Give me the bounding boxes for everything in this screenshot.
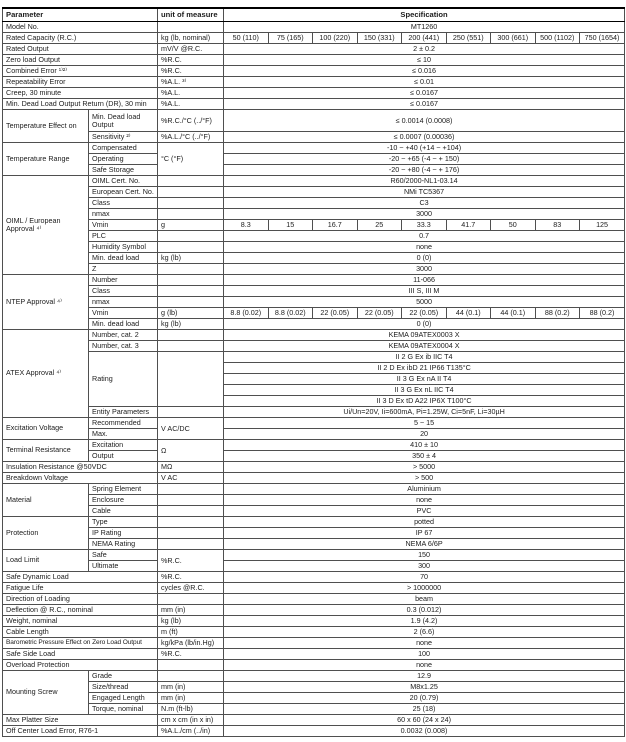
sub-param-cell: Min. dead load xyxy=(89,253,158,264)
group-label-cell: NTEP Approval ⁴⁾ xyxy=(3,275,89,330)
unit-cell xyxy=(158,671,224,682)
sub-param-cell: Size/thread xyxy=(89,682,158,693)
table-row xyxy=(3,726,625,737)
spec-cell: ≤ 0.0014 (0.0008) xyxy=(224,110,625,132)
table-row xyxy=(3,429,625,440)
spec-cell: 300 xyxy=(224,561,625,572)
spec-subcell: 22 (0.05) xyxy=(313,308,358,319)
sub-param-cell: Recommended xyxy=(89,418,158,429)
param-cell: Breakdown Voltage xyxy=(3,473,158,484)
spec-cell: IP 67 xyxy=(224,528,625,539)
table-row xyxy=(3,209,625,220)
table-row xyxy=(3,242,625,253)
sub-param-cell: Number xyxy=(89,275,158,286)
unit-cell: kg (lb, nominal) xyxy=(158,33,224,44)
unit-cell xyxy=(158,209,224,220)
spec-subcell: 8.8 (0.02) xyxy=(224,308,269,319)
sub-param-cell: Sensitivity ²⁾ xyxy=(89,132,158,143)
spec-subcell: 8.3 xyxy=(224,220,269,231)
spec-cell: -10 ~ +40 (+14 ~ +104) xyxy=(224,143,625,154)
group-label-cell: ATEX Approval ⁴⁾ xyxy=(3,330,89,418)
spec-cell: 0.3 (0.012) xyxy=(224,605,625,616)
group-label-cell: Temperature Range xyxy=(3,143,89,176)
unit-cell: g (lb) xyxy=(158,308,224,319)
unit-cell xyxy=(158,242,224,253)
table-row xyxy=(3,495,625,506)
spec-table xyxy=(2,7,625,737)
table-row xyxy=(3,198,625,209)
spec-cell: 25 (18) xyxy=(224,704,625,715)
table-row xyxy=(3,176,625,187)
sub-param-cell: Max. xyxy=(89,429,158,440)
param-cell: Deflection @ R.C., nominal xyxy=(3,605,158,616)
unit-cell: %R.C. xyxy=(158,55,224,66)
spec-cell: 3000 xyxy=(224,209,625,220)
spec-cell: C3 xyxy=(224,198,625,209)
spec-subcell: 750 (1654) xyxy=(580,33,625,44)
unit-cell: mm (in) xyxy=(158,693,224,704)
spec-cell: 60 x 60 (24 x 24) xyxy=(224,715,625,726)
spec-cell: 5 ~ 15 xyxy=(224,418,625,429)
sub-param-cell: Grade xyxy=(89,671,158,682)
sub-param-cell: IP Rating xyxy=(89,528,158,539)
sub-param-cell: European Cert. No. xyxy=(89,187,158,198)
spec-cell: 0.7 xyxy=(224,231,625,242)
table-row xyxy=(3,253,625,264)
param-cell: Min. Dead Load Output Return (DR), 30 min xyxy=(3,99,158,110)
table-header-row xyxy=(3,8,625,22)
spec-cell: NEMA 6/6P xyxy=(224,539,625,550)
table-row xyxy=(3,297,625,308)
unit-cell: V AC/DC xyxy=(158,418,224,440)
unit-cell: %R.C. xyxy=(158,572,224,583)
unit-cell xyxy=(158,297,224,308)
table-row xyxy=(3,704,625,715)
unit-cell xyxy=(158,341,224,352)
spec-cell: 3000 xyxy=(224,264,625,275)
table-row xyxy=(3,341,625,352)
unit-cell xyxy=(158,506,224,517)
table-row xyxy=(3,99,625,110)
param-cell: Cable Length xyxy=(3,627,158,638)
table-row xyxy=(3,682,625,693)
unit-cell: %A.L. ³⁾ xyxy=(158,77,224,88)
spec-cell: 0 (0) xyxy=(224,319,625,330)
table-row xyxy=(3,539,625,550)
spec-subcell: 150 (331) xyxy=(357,33,402,44)
table-row xyxy=(3,231,625,242)
unit-cell: kg/kPa (lb/in.Hg) xyxy=(158,638,224,649)
sub-param-cell: Ultimate xyxy=(89,561,158,572)
spec-subcell: 88 (0.2) xyxy=(580,308,625,319)
sub-param-cell: NEMA Rating xyxy=(89,539,158,550)
spec-cell: 20 (0.79) xyxy=(224,693,625,704)
spec-cell: R60/2000-NL1-03.14 xyxy=(224,176,625,187)
param-cell: Fatigue Life xyxy=(3,583,158,594)
unit-cell: kg (lb) xyxy=(158,616,224,627)
table-row xyxy=(3,187,625,198)
spec-cell: -20 ~ +65 (-4 ~ + 150) xyxy=(224,154,625,165)
table-row xyxy=(3,22,625,33)
table-row xyxy=(3,627,625,638)
sub-param-cell: Torque, nominal xyxy=(89,704,158,715)
param-cell: Rated Capacity (R.C.) xyxy=(3,33,158,44)
table-row xyxy=(3,319,625,330)
table-row xyxy=(3,517,625,528)
sub-param-cell: OIML Cert. No. xyxy=(89,176,158,187)
table-row xyxy=(3,66,625,77)
spec-cell: 1.9 (4.2) xyxy=(224,616,625,627)
spec-cell: none xyxy=(224,638,625,649)
spec-cell: M8x1.25 xyxy=(224,682,625,693)
param-cell: Max Platter Size xyxy=(3,715,158,726)
sub-param-cell: Compensated xyxy=(89,143,158,154)
spec-cell: II 2 G Ex ib IIC T4 xyxy=(224,352,625,363)
spec-subcell: 83 xyxy=(535,220,580,231)
group-label-cell: Mounting Screw xyxy=(3,671,89,715)
table-row xyxy=(3,165,625,176)
spec-cell: 0.0032 (0.008) xyxy=(224,726,625,737)
spec-subcell: 200 (441) xyxy=(402,33,447,44)
param-cell: Creep, 30 minute xyxy=(3,88,158,99)
unit-cell: %R.C. xyxy=(158,550,224,572)
param-cell: Model No. xyxy=(3,22,158,33)
table-row xyxy=(3,462,625,473)
unit-cell: g xyxy=(158,220,224,231)
unit-cell: %A.L./cm (../in) xyxy=(158,726,224,737)
sub-param-cell: Number, cat. 2 xyxy=(89,330,158,341)
unit-cell: mV/V @R.C. xyxy=(158,44,224,55)
spec-subcell: 75 (165) xyxy=(268,33,313,44)
spec-cell: KEMA 09ATEX0004 X xyxy=(224,341,625,352)
spec-subcell: 22 (0.05) xyxy=(357,308,402,319)
unit-cell xyxy=(158,330,224,341)
table-row xyxy=(3,77,625,88)
sub-param-cell: Number, cat. 3 xyxy=(89,341,158,352)
unit-cell: kg (lb) xyxy=(158,319,224,330)
unit-cell: %A.L. xyxy=(158,99,224,110)
unit-cell: cm x cm (in x in) xyxy=(158,715,224,726)
table-row xyxy=(3,308,625,319)
unit-cell xyxy=(158,660,224,671)
table-row xyxy=(3,715,625,726)
spec-cell: 350 ± 4 xyxy=(224,451,625,462)
param-cell: Direction of Loading xyxy=(3,594,158,605)
spec-cell: ≤ 0.016 xyxy=(224,66,625,77)
sub-param-cell: Min. Dead load Output xyxy=(89,110,158,132)
unit-cell xyxy=(158,484,224,495)
unit-cell: mm (in) xyxy=(158,682,224,693)
unit-cell xyxy=(158,352,224,407)
table-row xyxy=(3,550,625,561)
spec-cell: 100 xyxy=(224,649,625,660)
spec-subcell: 22 (0.05) xyxy=(402,308,447,319)
spec-cell: II 2 D Ex ibD 21 IP66 T135°C xyxy=(224,363,625,374)
sub-param-cell: Class xyxy=(89,286,158,297)
param-cell: Combined Error ¹⁾²⁾ xyxy=(3,66,158,77)
spec-cell: ≤ 10 xyxy=(224,55,625,66)
group-label-cell: Terminal Resistance xyxy=(3,440,89,462)
spec-cell: NMi TC5367 xyxy=(224,187,625,198)
spec-subcell: 15 xyxy=(268,220,313,231)
table-row xyxy=(3,407,625,418)
unit-cell xyxy=(158,594,224,605)
unit-cell xyxy=(158,264,224,275)
sub-param-cell: nmax xyxy=(89,209,158,220)
table-row xyxy=(3,638,625,649)
unit-cell: °C (°F) xyxy=(158,143,224,176)
header-parameter: Parameter xyxy=(3,8,158,22)
table-row xyxy=(3,616,625,627)
table-row xyxy=(3,484,625,495)
spec-cell: 0 (0) xyxy=(224,253,625,264)
table-row xyxy=(3,473,625,484)
sub-param-cell: Min. dead load xyxy=(89,319,158,330)
spec-subcell: 8.8 (0.02) xyxy=(268,308,313,319)
table-row xyxy=(3,572,625,583)
spec-cell: potted xyxy=(224,517,625,528)
unit-cell xyxy=(158,187,224,198)
spec-subcell: 125 xyxy=(580,220,625,231)
spec-cell: 5000 xyxy=(224,297,625,308)
table-row xyxy=(3,264,625,275)
group-label-cell: Load Limit xyxy=(3,550,89,572)
param-cell: Overload Protection xyxy=(3,660,158,671)
sub-param-cell: Type xyxy=(89,517,158,528)
spec-cell: ≤ 0.0007 (0.00036) xyxy=(224,132,625,143)
spec-cell: 2 (6.6) xyxy=(224,627,625,638)
sub-param-cell: Output xyxy=(89,451,158,462)
spec-cell: III S, III M xyxy=(224,286,625,297)
unit-cell: MΩ xyxy=(158,462,224,473)
spec-subcell: 250 (551) xyxy=(446,33,491,44)
spec-subcell: 100 (220) xyxy=(313,33,358,44)
spec-cell: II 3 G Ex nL IIC T4 xyxy=(224,385,625,396)
unit-cell: m (ft) xyxy=(158,627,224,638)
unit-cell: V AC xyxy=(158,473,224,484)
spec-cell: 11-066 xyxy=(224,275,625,286)
table-row xyxy=(3,561,625,572)
param-cell: Rated Output xyxy=(3,44,158,55)
unit-cell xyxy=(158,495,224,506)
group-label-cell: OIML / European Approval ⁴⁾ xyxy=(3,176,89,275)
table-row xyxy=(3,275,625,286)
unit-cell: mm (in) xyxy=(158,605,224,616)
table-row xyxy=(3,660,625,671)
table-row xyxy=(3,594,625,605)
spec-cell: 70 xyxy=(224,572,625,583)
spec-cell: Aluminium xyxy=(224,484,625,495)
sub-param-cell: Vmin xyxy=(89,220,158,231)
spec-cell: 2 ± 0.2 xyxy=(224,44,625,55)
unit-cell xyxy=(158,22,224,33)
param-cell: Off Center Load Error, R76-1 xyxy=(3,726,158,737)
group-label-cell: Temperature Effect on xyxy=(3,110,89,143)
spec-subcell: 50 (110) xyxy=(224,33,269,44)
spec-subcell: 44 (0.1) xyxy=(491,308,536,319)
table-row xyxy=(3,418,625,429)
table-row xyxy=(3,440,625,451)
sub-param-cell: Safe Storage xyxy=(89,165,158,176)
spec-cell: none xyxy=(224,660,625,671)
table-row xyxy=(3,583,625,594)
table-row xyxy=(3,88,625,99)
spec-cell: Ui/Un=20V, Ii=600mA, Pi=1.25W, Ci=5nF, Li=30µH xyxy=(224,407,625,418)
unit-cell: N.m (ft-lb) xyxy=(158,704,224,715)
sub-param-cell: nmax xyxy=(89,297,158,308)
spec-subcell: 41.7 xyxy=(446,220,491,231)
group-label-cell: Excitation Voltage xyxy=(3,418,89,440)
param-cell: Barometric Pressure Effect on Zero Load Output xyxy=(3,638,158,649)
table-row xyxy=(3,110,625,132)
spec-cell: > 500 xyxy=(224,473,625,484)
spec-cell: II 3 D Ex tD A22 IP6X T100°C xyxy=(224,396,625,407)
spec-cell: KEMA 09ATEX0003 X xyxy=(224,330,625,341)
header-unit-of-measure: unit of measure xyxy=(158,8,224,22)
sub-param-cell: Spring Element xyxy=(89,484,158,495)
unit-cell: Ω xyxy=(158,440,224,462)
spec-subcell: 88 (0.2) xyxy=(535,308,580,319)
sub-param-cell: Humidity Symbol xyxy=(89,242,158,253)
unit-cell xyxy=(158,198,224,209)
unit-cell xyxy=(158,528,224,539)
spec-subcell: 300 (661) xyxy=(491,33,536,44)
header-specification: Specification xyxy=(224,8,625,22)
table-row xyxy=(3,154,625,165)
table-row xyxy=(3,220,625,231)
spec-subcell: 44 (0.1) xyxy=(446,308,491,319)
sub-param-cell: Excitation xyxy=(89,440,158,451)
param-cell: Insulation Resistance @50VDC xyxy=(3,462,158,473)
param-cell: Safe Side Load xyxy=(3,649,158,660)
sub-param-cell: Class xyxy=(89,198,158,209)
group-label-cell: Protection xyxy=(3,517,89,550)
spec-cell: 150 xyxy=(224,550,625,561)
spec-cell: 20 xyxy=(224,429,625,440)
spec-cell: none xyxy=(224,495,625,506)
spec-cell: ≤ 0.0167 xyxy=(224,99,625,110)
table-row xyxy=(3,649,625,660)
param-cell: Weight, nominal xyxy=(3,616,158,627)
unit-cell: %R.C. xyxy=(158,66,224,77)
unit-cell: %R.C. xyxy=(158,649,224,660)
spec-cell: PVC xyxy=(224,506,625,517)
spec-subcell: 500 (1102) xyxy=(535,33,580,44)
unit-cell xyxy=(158,286,224,297)
unit-cell: cycles @R.C. xyxy=(158,583,224,594)
spec-cell: none xyxy=(224,242,625,253)
sub-param-cell: Rating xyxy=(89,352,158,407)
unit-cell: %A.L. xyxy=(158,88,224,99)
table-row xyxy=(3,506,625,517)
unit-cell: kg (lb) xyxy=(158,253,224,264)
sub-param-cell: Entity Parameters xyxy=(89,407,158,418)
spec-cell: 12.9 xyxy=(224,671,625,682)
table-row xyxy=(3,286,625,297)
unit-cell: %R.C./°C (../°F) xyxy=(158,110,224,132)
table-row xyxy=(3,528,625,539)
unit-cell xyxy=(158,275,224,286)
unit-cell xyxy=(158,539,224,550)
sub-param-cell: Engaged Length xyxy=(89,693,158,704)
sub-param-cell: Safe xyxy=(89,550,158,561)
sub-param-cell: Vmin xyxy=(89,308,158,319)
param-cell: Repeatability Error xyxy=(3,77,158,88)
spec-sheet xyxy=(2,7,624,737)
table-row xyxy=(3,693,625,704)
table-row xyxy=(3,451,625,462)
table-row xyxy=(3,605,625,616)
sub-param-cell: Enclosure xyxy=(89,495,158,506)
unit-cell xyxy=(158,176,224,187)
spec-cell: -20 ~ +80 (-4 ~ + 176) xyxy=(224,165,625,176)
param-cell: Safe Dynamic Load xyxy=(3,572,158,583)
unit-cell xyxy=(158,517,224,528)
sub-param-cell: Z xyxy=(89,264,158,275)
sub-param-cell: PLC xyxy=(89,231,158,242)
spec-cell: > 1000000 xyxy=(224,583,625,594)
param-cell: Zero load Output xyxy=(3,55,158,66)
table-row xyxy=(3,55,625,66)
unit-cell: %A.L./°C (../°F) xyxy=(158,132,224,143)
unit-cell xyxy=(158,231,224,242)
sub-param-cell: Cable xyxy=(89,506,158,517)
spec-cell: ≤ 0.01 xyxy=(224,77,625,88)
spec-cell: II 3 G Ex nA II T4 xyxy=(224,374,625,385)
table-row xyxy=(3,132,625,143)
table-row xyxy=(3,330,625,341)
spec-subcell: 50 xyxy=(491,220,536,231)
group-label-cell: Material xyxy=(3,484,89,517)
spec-cell: > 5000 xyxy=(224,462,625,473)
spec-subcell: 25 xyxy=(357,220,402,231)
table-row xyxy=(3,33,625,44)
table-row xyxy=(3,44,625,55)
spec-cell: beam xyxy=(224,594,625,605)
table-row xyxy=(3,143,625,154)
spec-subcell: 16.7 xyxy=(313,220,358,231)
spec-cell: MT1260 xyxy=(224,22,625,33)
spec-subcell: 33.3 xyxy=(402,220,447,231)
spec-cell: ≤ 0.0167 xyxy=(224,88,625,99)
unit-cell xyxy=(158,407,224,418)
table-row xyxy=(3,352,625,363)
sub-param-cell: Operating xyxy=(89,154,158,165)
table-row xyxy=(3,671,625,682)
spec-cell: 410 ± 10 xyxy=(224,440,625,451)
